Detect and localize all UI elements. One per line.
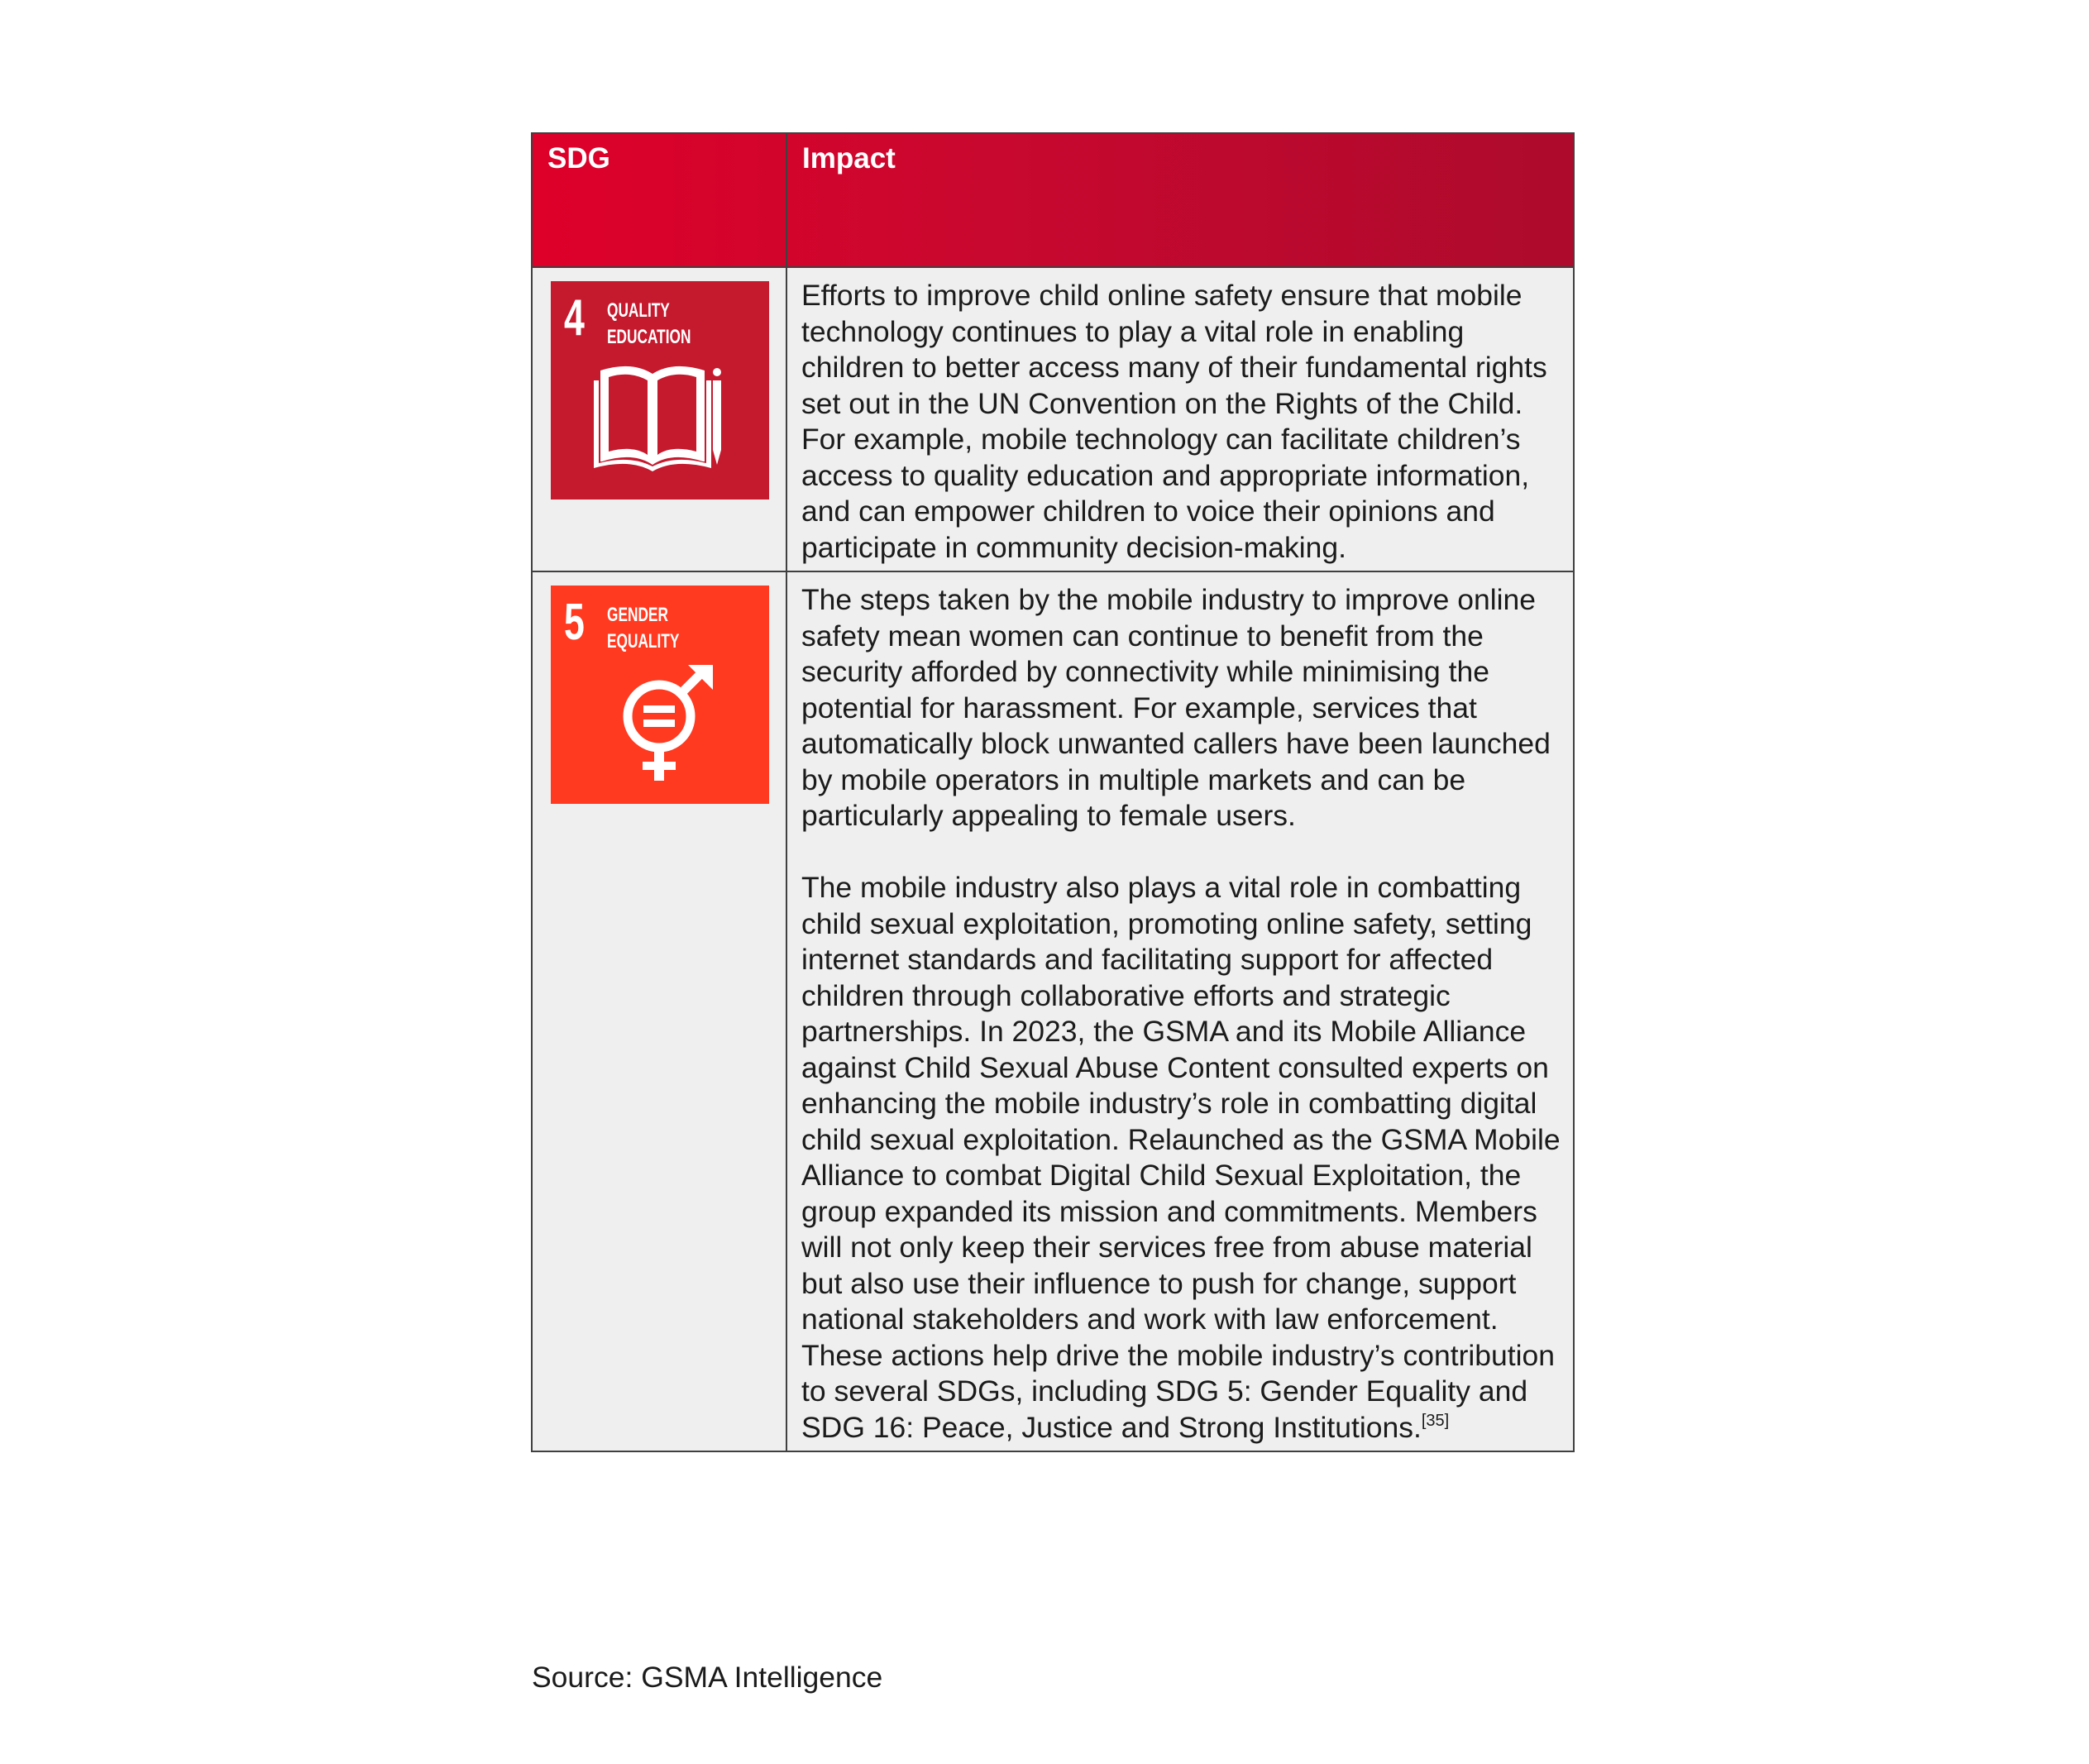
impact-cell	[787, 572, 1573, 1451]
table-header-row	[533, 134, 1573, 268]
book-pencil-icon	[551, 281, 769, 500]
sdg-number: 5	[564, 594, 585, 651]
impact-paragraph-text: The mobile industry also plays a vital role in combatting child sexual exploitation, promoting online safety, setting internet standards and facilitating support for affected children through collaborative efforts and strategic partnerships. In 2023, the GSMA and its Mobile Alliance against Child Sexual Abuse Content consulted experts on enhancing the mobile industry’s role in combatting digital child sexual exploitation. Relaunched as the GSMA Mobile Alliance to combat Digital Child Sexual Exploitation, the group expanded its mission and commitments. Members will not only keep their services free from abuse material but also use their influence to push for change, support national stakeholders and work with law enforcement. These actions help drive the mobile industry’s contribution to several SDGs, including SDG 5: Gender Equality and SDG 16: Peace, Justice and Strong Institutions.	[801, 871, 1561, 1444]
table-row	[533, 572, 1573, 1451]
sdg-label: GENDER EQUALITY	[607, 604, 680, 653]
impact-cell	[787, 268, 1573, 571]
sdg-4-tile	[551, 281, 769, 500]
sdg-label: QUALITY EDUCATION	[607, 299, 691, 348]
sdg-impact-table	[531, 132, 1575, 1452]
sdg-cell	[533, 268, 787, 571]
impact-paragraph: The steps taken by the mobile industry to improve online safety mean women can continue to benefit from the security afforded by connectivity while minimising the potential for harassment. For example, services that automatically block unwanted callers have been launched by mobile operators in multiple markets and can be particularly appealing to female users.	[801, 583, 1551, 832]
impact-paragraph	[801, 870, 1561, 1446]
sdg-number: 4	[564, 289, 585, 347]
sdg-5-tile	[551, 586, 769, 804]
gender-equality-icon	[551, 586, 769, 804]
source-caption: Source: GSMA Intelligence	[532, 1661, 883, 1694]
sdg-cell	[533, 572, 787, 1451]
header-sdg: SDG	[533, 134, 787, 266]
impact-paragraph: Efforts to improve child online safety ensure that mobile technology continues to play a vital role in enabling children to better access many of their fundamental rights set out in the UN Convention on the Rights of the Child. For example, mobile technology can facilitate children’s access to quality education and appropriate information, and can empower children to voice their opinions and participate in community decision-making.	[801, 279, 1547, 564]
table-row	[533, 268, 1573, 572]
header-impact: Impact	[802, 142, 896, 174]
footnote-ref[interactable]: [35]	[1421, 1411, 1450, 1430]
